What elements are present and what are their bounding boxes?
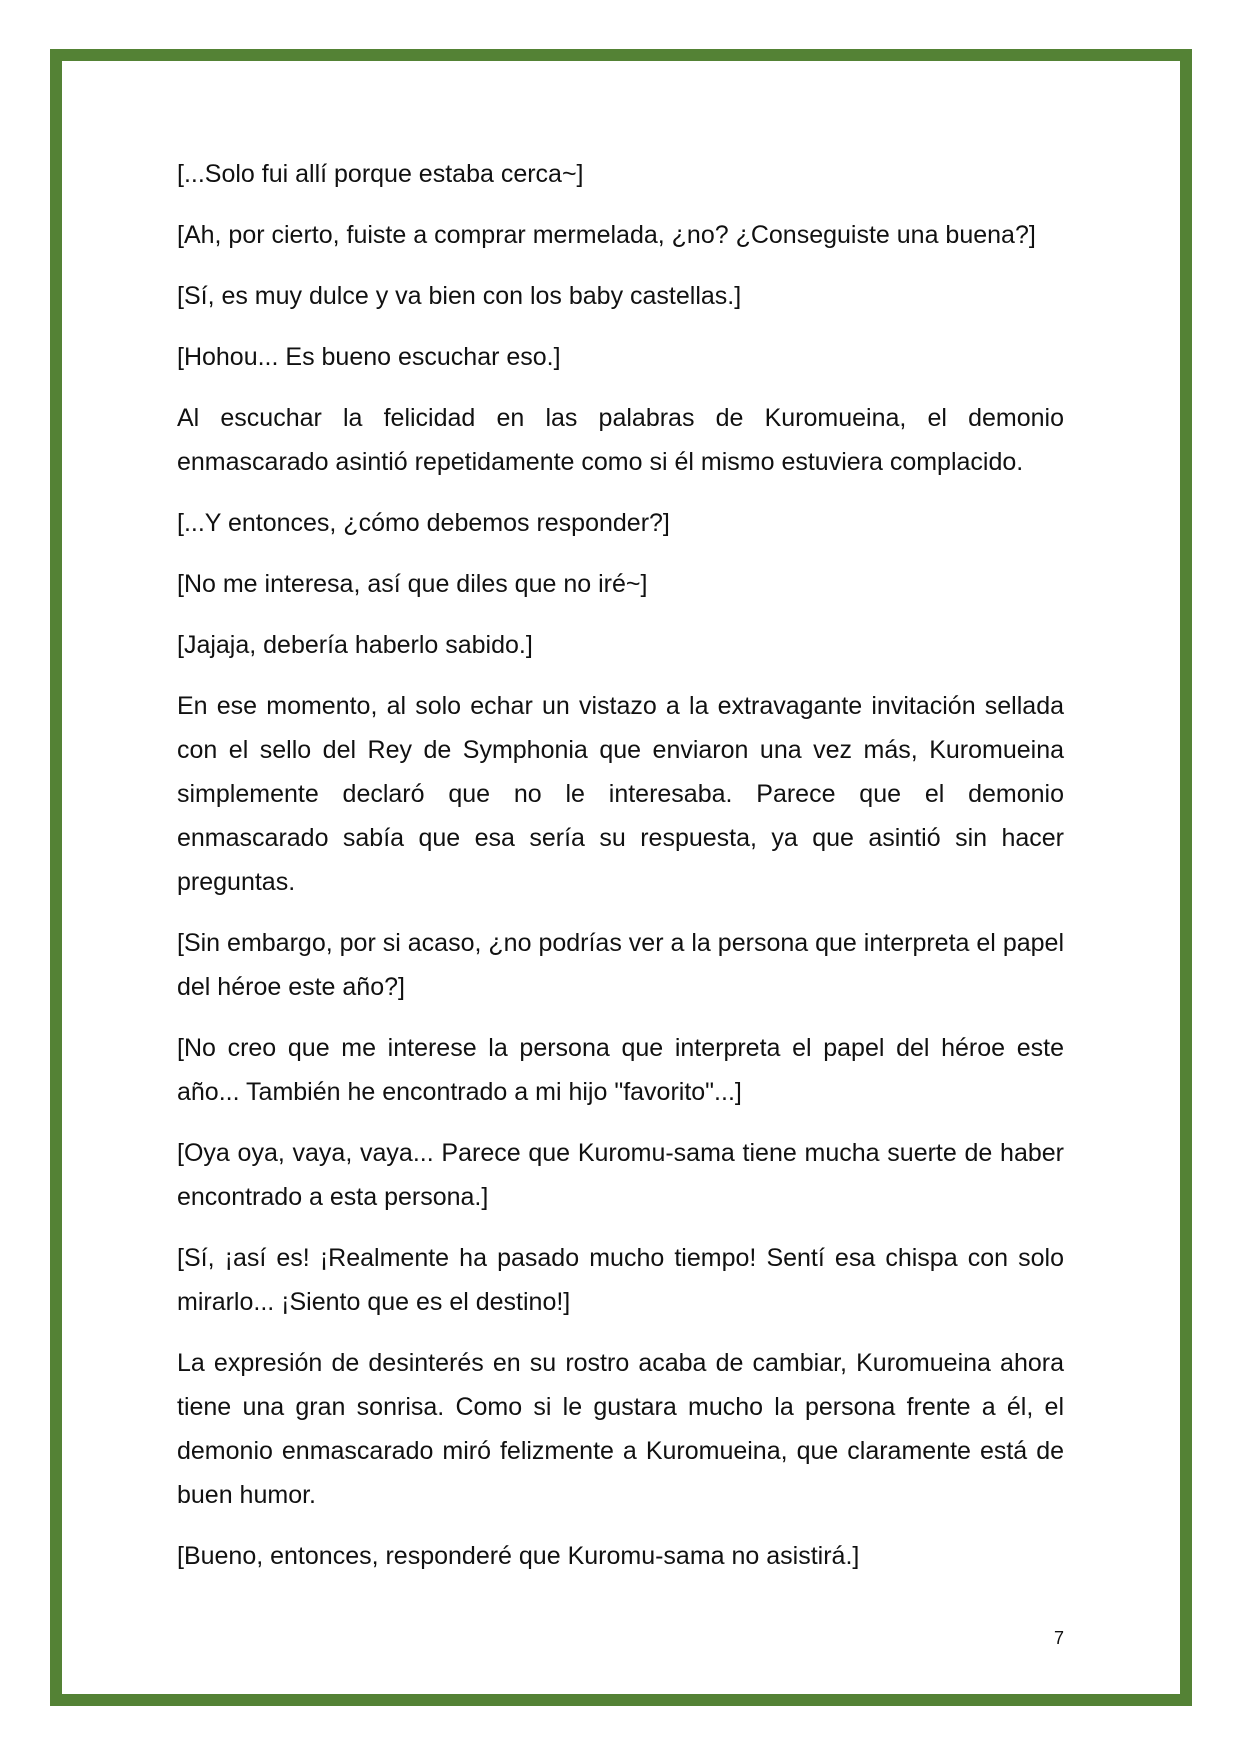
paragraph: Al escuchar la felicidad en las palabras de Kuromueina, el demonio enmascarado asintió repetidamente como si él mismo estuviera complacido. [177, 404, 1064, 476]
paragraph: En ese momento, al solo echar un vistazo a la extravagante invitación sellada con el sello del Rey de Symphonia que enviaron una vez más, Kuromueina simplemente declaró que no le interesaba. Parece que el demonio enmascarado sabía que esa sería su respuesta, ya que asintió sin hacer preguntas. [177, 692, 1064, 896]
paragraph: [Sí, ¡así es! ¡Realmente ha pasado mucho tiempo! Sentí esa chispa con solo mirarlo... ¡Siento que es el destino!] [177, 1244, 1064, 1316]
paragraph: La expresión de desinterés en su rostro acaba de cambiar, Kuromueina ahora tiene una gran sonrisa. Como si le gustara mucho la persona frente a él, el demonio enmascarado miró felizmente a Kuromueina, que claramente está de buen humor. [177, 1349, 1064, 1509]
paragraph: [Ah, por cierto, fuiste a comprar mermelada, ¿no? ¿Conseguiste una buena?] [177, 221, 1036, 249]
paragraph: [Sin embargo, por si acaso, ¿no podrías ver a la persona que interpreta el papel del héroe este año?] [177, 929, 1064, 1001]
paragraph: [Jajaja, debería haberlo sabido.] [177, 631, 533, 659]
paragraph: [Bueno, entonces, responderé que Kuromu-sama no asistirá.] [177, 1542, 860, 1570]
paragraph: [No me interesa, así que diles que no iré~] [177, 570, 648, 598]
paragraph: [Hohou... Es bueno escuchar eso.] [177, 343, 561, 371]
page-number: 7 [1053, 1628, 1064, 1648]
paragraph: [No creo que me interese la persona que interpreta el papel del héroe este año... También he encontrado a mi hijo "favorito"...] [177, 1034, 1064, 1106]
paragraph: [Oya oya, vaya, vaya... Parece que Kuromu-sama tiene mucha suerte de haber encontrado a esta persona.] [177, 1139, 1064, 1211]
paragraph: [Sí, es muy dulce y va bien con los baby castellas.] [177, 282, 742, 310]
document-body [177, 152, 1064, 1595]
paragraph: [...Solo fui allí porque estaba cerca~] [177, 160, 584, 188]
paragraph: [...Y entonces, ¿cómo debemos responder?] [177, 509, 670, 537]
